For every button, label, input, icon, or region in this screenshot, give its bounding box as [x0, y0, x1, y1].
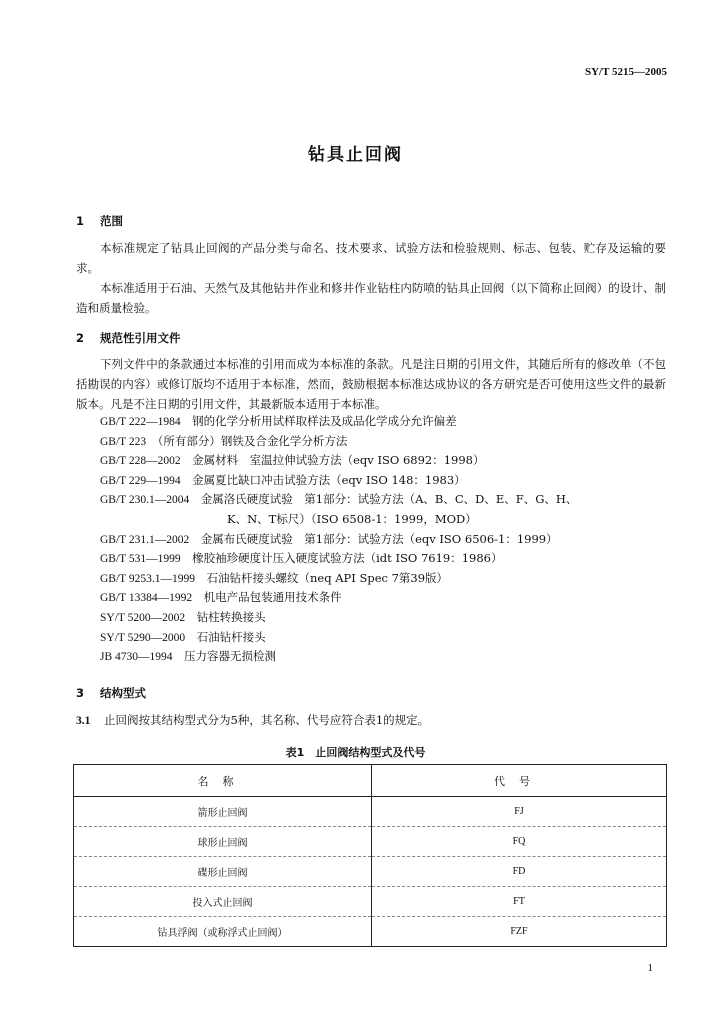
scope-paragraph-1: 本标准规定了钻具止回阀的产品分类与命名、技术要求、试验方法和检验规则、标志、包装、贮存及运输的要求。 [76, 241, 666, 275]
header-code: 代号 [372, 765, 667, 797]
header-name: 名称 [74, 765, 372, 797]
section-3-heading [76, 685, 146, 701]
section-1-heading [76, 213, 123, 229]
reference-item: SY/T 5200—2002 钻柱转换接头 [100, 609, 266, 624]
section-title: 范围 [100, 214, 123, 228]
structure-type-table [73, 764, 667, 947]
reference-item: GB/T 531—1999 橡胶袖珍硬度计压入硬度试验方法（idt ISO 7619：1986） [100, 551, 503, 566]
reference-item: GB/T 229—1994 金属夏比缺口冲击试验方法（eqv ISO 148：1983） [100, 472, 466, 487]
normative-references-paragraph: 下列文件中的条款通过本标准的引用而成为本标准的条款。凡是注日期的引用文件，其随后所有的修改单（不包括勘误的内容）或修订版均不适用于本标准，然而，鼓励根据本标准达成协议的各方研究是否可使用这些文件的最新版本。凡是不注日期的引用文件，其最新版本适用于本标准。 [76, 357, 666, 411]
table-row [74, 857, 667, 887]
cell-code: FT [372, 887, 667, 917]
cell-name: 碟形止回阀 [74, 857, 372, 887]
reference-item: GB/T 223 （所有部分）钢铁及合金化学分析方法 [100, 433, 348, 448]
reference-item: GB/T 231.1—2002 金属布氏硬度试验 第1部分：试验方法（eqv ISO 6506-1：1999） [100, 531, 558, 546]
reference-item: GB/T 13384—1992 机电产品包装通用技术条件 [100, 590, 342, 605]
table-caption: 表1 止回阀结构型式及代号 [285, 746, 426, 759]
cell-code: FZF [372, 917, 667, 947]
table-row [74, 797, 667, 827]
reference-item: GB/T 230.1—2004 金属洛氏硬度试验 第1部分：试验方法（A、B、C、D、E、F、G、H、 [100, 492, 578, 507]
standard-code: SY/T 5215—2005 [584, 66, 667, 78]
table-row [74, 827, 667, 857]
reference-item: JB 4730—1994 压力容器无损检测 [100, 649, 277, 664]
section-number: 3 [76, 686, 85, 700]
reference-list [100, 412, 670, 667]
section-number: 1 [76, 214, 85, 228]
clause-3-1 [76, 712, 429, 728]
reference-item: SY/T 5290—2000 石油钻杆接头 [100, 629, 266, 644]
cell-name: 投入式止回阀 [74, 887, 372, 917]
table-row [74, 917, 667, 947]
cell-name: 球形止回阀 [74, 827, 372, 857]
reference-item-continuation: K、N、T标尺）（ISO 6508-1：1999，MOD） [227, 511, 477, 526]
section-title: 规范性引用文件 [100, 331, 181, 345]
clause-text: 止回阀按其结构型式分为5种，其名称、代号应符合表1的规定。 [104, 713, 430, 727]
cell-code: FQ [372, 827, 667, 857]
section-2-heading [76, 330, 181, 346]
reference-item: GB/T 9253.1—1999 石油钻杆接头螺纹（neq API Spec 7第39版） [100, 570, 449, 585]
clause-number: 3.1 [76, 715, 91, 727]
scope-paragraph-2: 本标准适用于石油、天然气及其他钻井作业和修井作业钻柱内防喷的钻具止回阀（以下简称止回阀）的设计、制造和质量检验。 [76, 281, 666, 315]
reference-item: GB/T 228—2002 金属材料 室温拉伸试验方法（eqv ISO 6892：1998） [100, 453, 485, 468]
cell-code: FD [372, 857, 667, 887]
cell-name: 箭形止回阀 [74, 797, 372, 827]
document-title: 钻具止回阀 [308, 145, 403, 165]
section-number: 2 [76, 331, 85, 345]
section-title: 结构型式 [100, 686, 146, 700]
cell-name: 钻具浮阀（或称浮式止回阀） [74, 917, 372, 947]
reference-item: GB/T 222—1984 钢的化学分析用试样取样法及成品化学成分允许偏差 [100, 414, 457, 428]
table-header-row [74, 765, 667, 797]
cell-code: FJ [372, 797, 667, 827]
page-number: 1 [647, 962, 653, 974]
table-row [74, 887, 667, 917]
